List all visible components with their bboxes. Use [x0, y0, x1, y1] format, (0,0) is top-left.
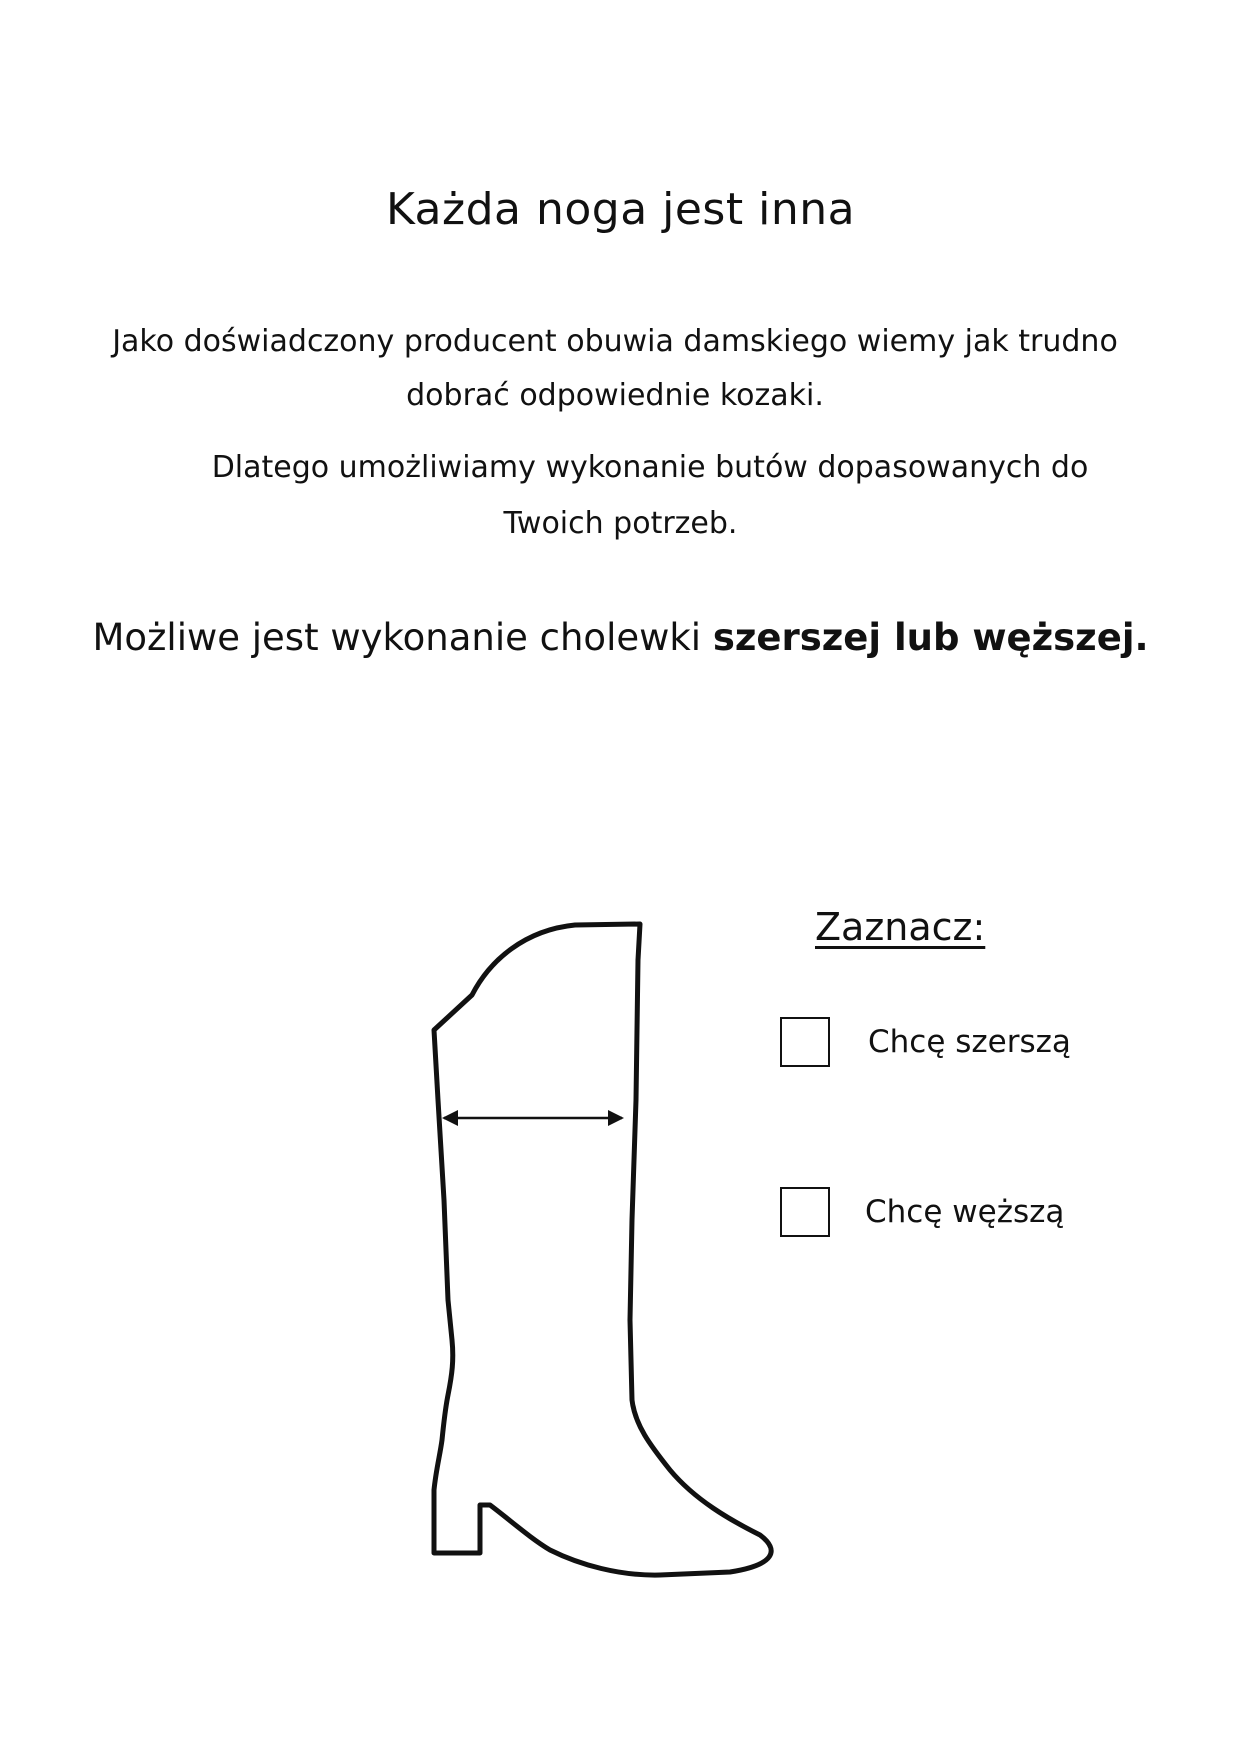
option-narrower-label: Chcę węższą — [865, 1194, 1065, 1230]
checkbox-wider[interactable] — [780, 1017, 830, 1067]
shaft-width-headline — [0, 616, 1241, 659]
page-title: Każda noga jest inna — [385, 184, 856, 236]
intro-line-3: Dlatego umożliwiamy wykonanie butów dopasowanych do — [211, 450, 1089, 485]
checkbox-narrower[interactable] — [780, 1187, 830, 1237]
option-wider-label: Chcę szerszą — [868, 1024, 1071, 1060]
intro-line-2: dobrać odpowiednie kozaki. — [406, 378, 824, 413]
option-narrower[interactable] — [780, 1187, 1064, 1237]
headline-normal-text: Możliwe jest wykonanie cholewki — [92, 616, 713, 659]
form-heading: Zaznacz: — [815, 905, 986, 949]
boot-outline-icon — [430, 900, 790, 1610]
headline-bold-text: szerszej lub węższej. — [712, 616, 1149, 659]
option-wider[interactable] — [780, 1017, 1071, 1067]
intro-line-4: Twoich potrzeb. — [503, 506, 738, 541]
intro-line-1: Jako doświadczony producent obuwia damskiego wiemy jak trudno — [112, 324, 1118, 359]
